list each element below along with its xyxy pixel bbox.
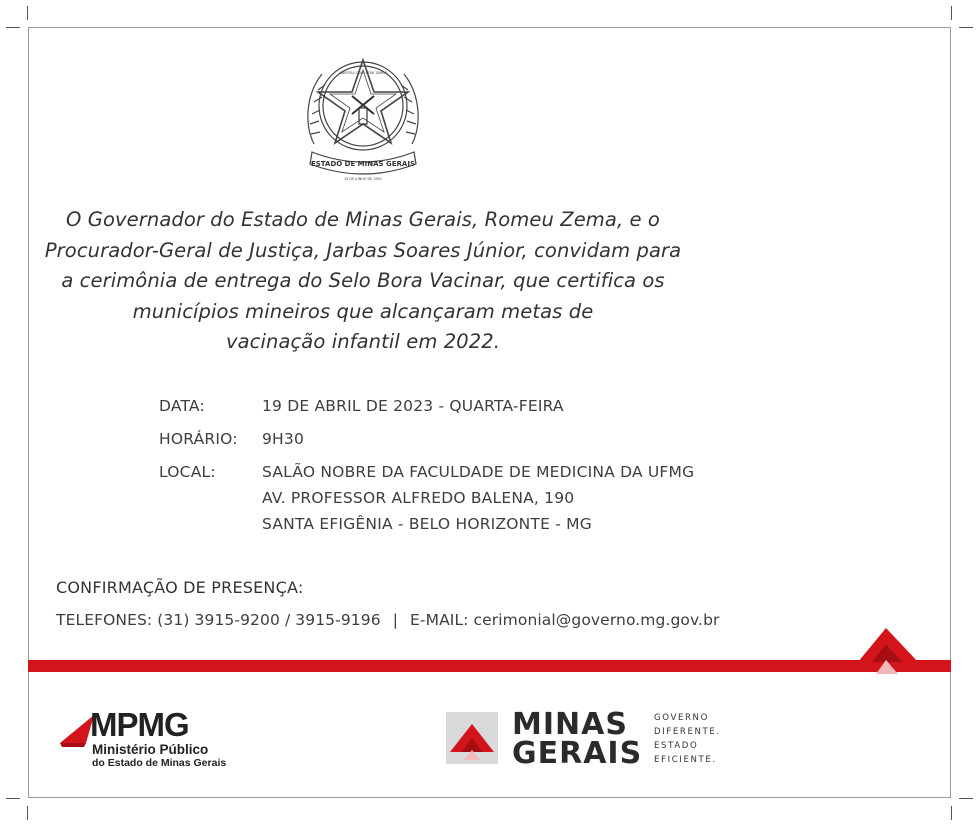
invitation-text (40, 205, 686, 358)
mpmg-logo (60, 706, 227, 771)
invitation-line: a cerimônia de entrega do Selo Bora Vacinar, que certifica os (61, 269, 665, 292)
mpmg-subtitle-2: do Estado de Minas Gerais (92, 757, 227, 769)
red-peak-icon (858, 628, 918, 674)
red-divider-band (28, 660, 951, 672)
mg-title-2: GERAIS (512, 736, 643, 771)
seal-motto: LIBERTAS QUÆ SERA TAMEN (339, 71, 387, 75)
mg-logo-square (446, 712, 498, 764)
date-value: 19 DE ABRIL DE 2023 - QUARTA-FEIRA (262, 397, 564, 415)
invitation-line: O Governador do Estado de Minas Gerais, Romeu Zema, e o (66, 208, 660, 231)
crop-mark (6, 798, 20, 799)
crop-mark (27, 6, 28, 20)
time-value: 9H30 (262, 430, 305, 448)
mpmg-wordmark: MPMG (90, 706, 189, 743)
invitation-line: municípios mineiros que alcançaram metas de (132, 299, 594, 323)
mg-tagline: EFICIENTE. (654, 755, 717, 765)
crop-mark (959, 27, 973, 28)
mountain-icon (446, 712, 498, 764)
date-label: DATA: (159, 397, 205, 415)
mg-tagline: ESTADO (654, 741, 699, 751)
crop-mark (27, 806, 28, 820)
invitation-line: Procurador-Geral de Justiça, Jarbas Soares Júnior, convidam para (44, 238, 682, 262)
seal-ribbon-text: ESTADO DE MINAS GERAIS (310, 160, 416, 168)
crop-mark (959, 798, 973, 799)
mg-tagline: DIFERENTE. (654, 727, 721, 737)
contact-separator: | (392, 611, 399, 629)
email-address[interactable]: E-MAIL: cerimonial@governo.mg.gov.br (410, 611, 720, 629)
seal-date: 15 DE JUNHO DE 1891 (344, 177, 382, 181)
crop-mark (951, 6, 952, 20)
minas-gerais-logo (446, 707, 736, 771)
crop-mark (951, 806, 952, 820)
location-label: LOCAL: (159, 463, 216, 481)
mg-tagline: GOVERNO (654, 713, 709, 723)
location-line: SANTA EFIGÊNIA - BELO HORIZONTE - MG (262, 515, 592, 533)
mpmg-subtitle: Ministério Público (92, 742, 209, 757)
rsvp-title: CONFIRMAÇÃO DE PRESENÇA: (56, 578, 304, 597)
crop-mark (6, 27, 20, 28)
phone-numbers: TELEFONES: (31) 3915-9200 / 3915-9196 (56, 611, 381, 629)
minas-gerais-seal-icon (292, 44, 434, 184)
invitation-line: vacinação infantil em 2022. (225, 330, 501, 353)
location-line: SALÃO NOBRE DA FACULDADE DE MEDICINA DA UFMG (262, 463, 695, 481)
time-label: HORÁRIO: (159, 430, 238, 448)
rsvp-contacts (56, 611, 719, 629)
mg-title: MINAS (512, 707, 628, 742)
location-line: AV. PROFESSOR ALFREDO BALENA, 190 (262, 489, 575, 507)
